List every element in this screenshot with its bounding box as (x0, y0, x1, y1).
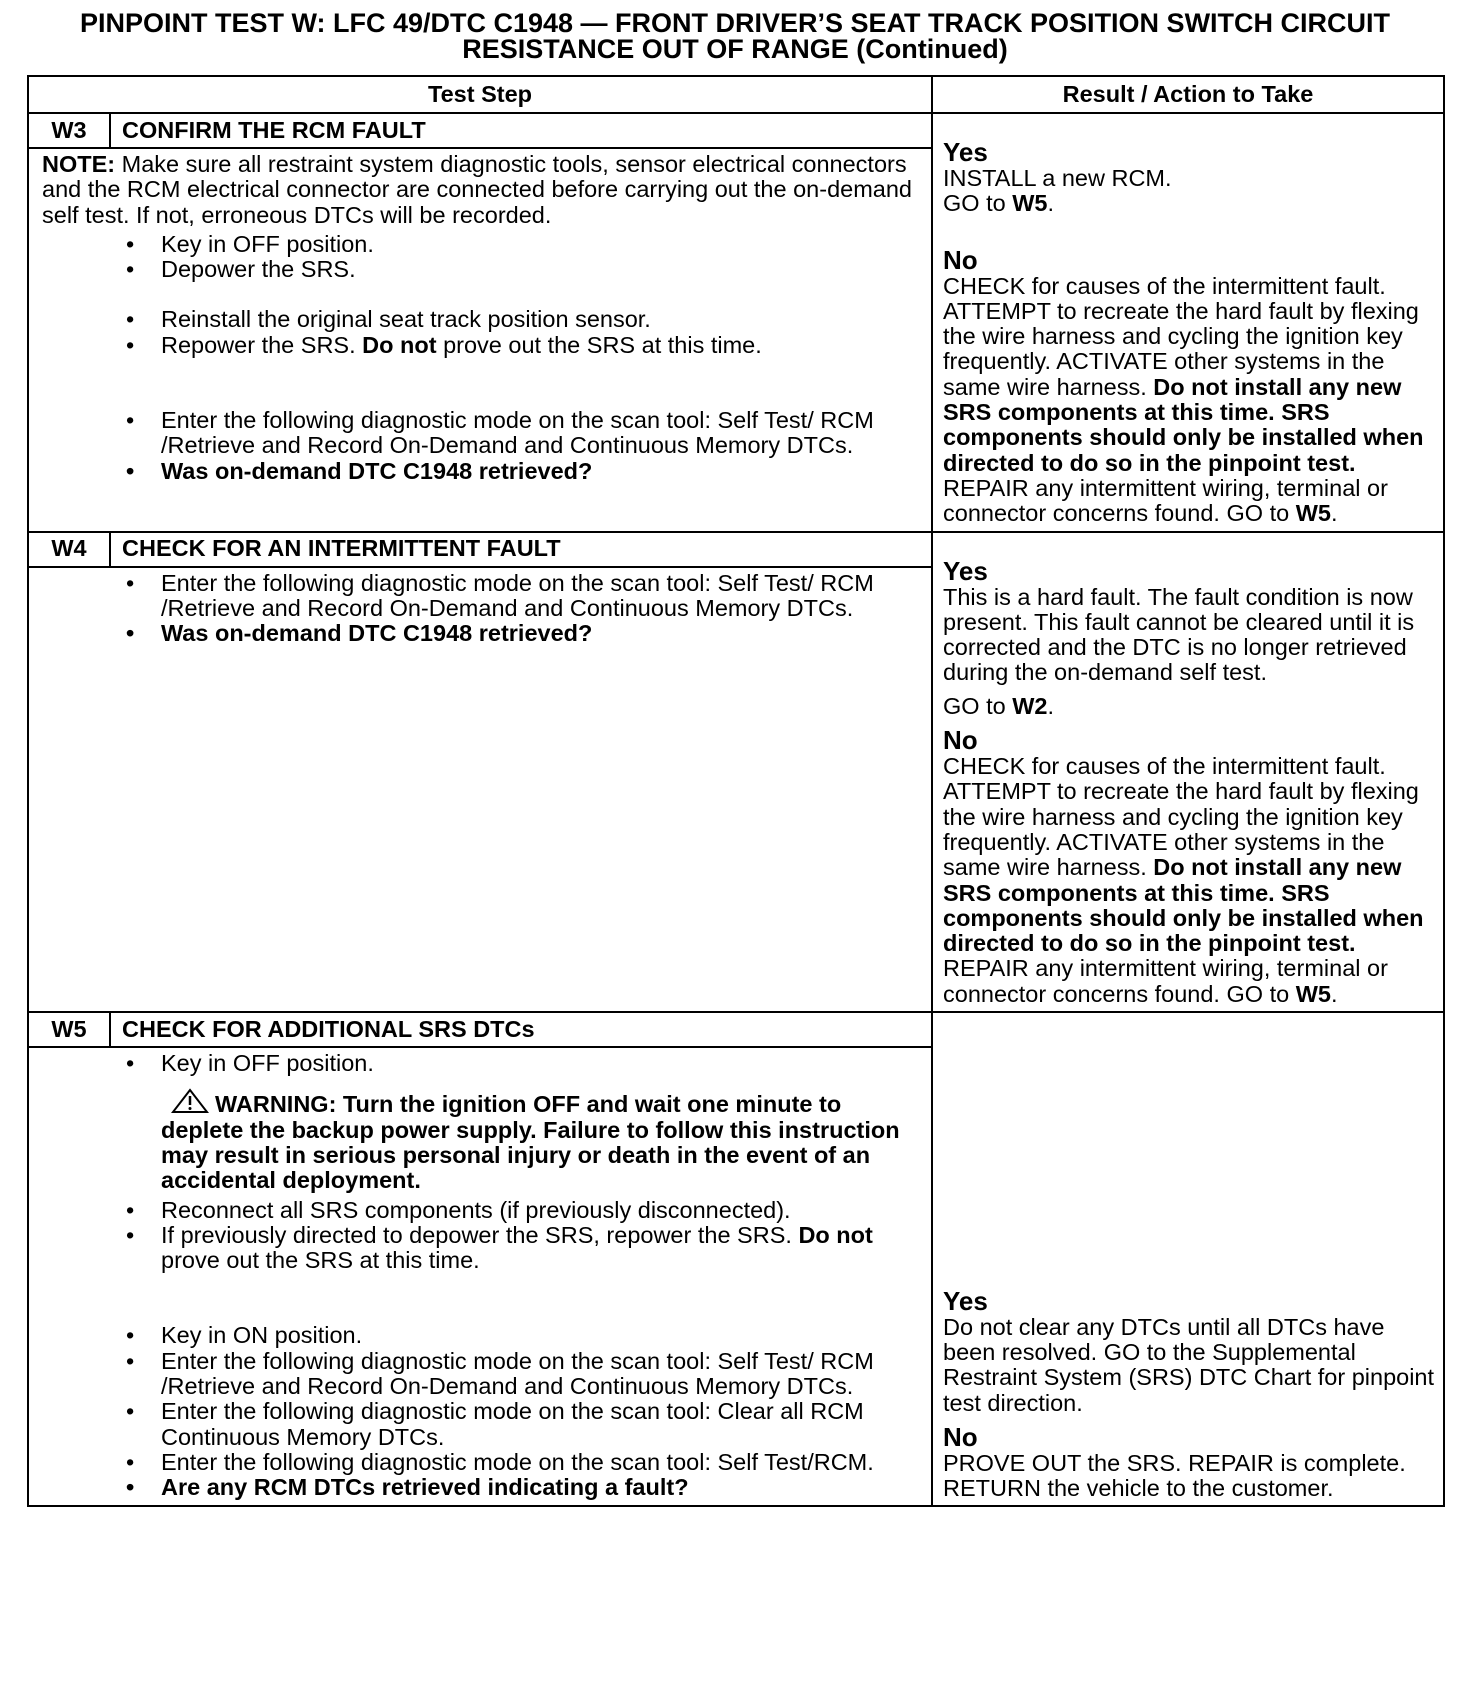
list-item: • Was on-demand DTC C1948 retrieved? (124, 459, 925, 484)
step-w4-title-row (28, 532, 1444, 567)
w4-yes-go: GO to W2. (943, 692, 1054, 719)
list-item: • Enter the following diagnostic mode on the scan tool: Clear all RCM Continuous Memory DTCs. (124, 1399, 925, 1450)
step-w5-title-row (28, 1012, 1444, 1047)
w5-warning: WARNING: Turn the ignition OFF and wait one minute to deplete the backup power supply. Failure to follow this instruction may result in serious personal injury or death in the event of an accidental deployment. (124, 1088, 925, 1193)
w3-note: NOTE: Make sure all restraint system diagnostic tools, sensor electrical connectors and the RCM electrical connector are connected before carrying out the on-demand self test. If not, erroneous DTCs will be recorded. (42, 151, 912, 228)
list-item: • Are any RCM DTCs retrieved indicating a fault? (124, 1475, 925, 1500)
w4-yes-label: Yes (943, 555, 988, 586)
step-w4-id: W4 (28, 532, 110, 567)
step-w3-result (932, 113, 1444, 532)
step-w4-result (932, 532, 1444, 1012)
w4-no-label: No (943, 725, 978, 756)
step-w5-result (932, 1012, 1444, 1506)
step-w5-id: W5 (28, 1012, 110, 1047)
step-w5-title: CHECK FOR ADDITIONAL SRS DTCs (110, 1012, 932, 1047)
warning-triangle-icon (171, 1088, 209, 1114)
w3-no-label: No (943, 244, 978, 275)
w3-yes-label: Yes (943, 137, 988, 167)
step-w3-title: CONFIRM THE RCM FAULT (110, 113, 932, 148)
w5-yes-text: Do not clear any DTCs until all DTCs have been resolved. GO to the Supplemental Restraint System (SRS) DTC Chart for pinpoint test direction. (943, 1313, 1435, 1416)
list-item: • Key in OFF position. (124, 232, 925, 257)
page-title (20, 10, 1450, 62)
pinpoint-test-table (27, 75, 1445, 1507)
w4-yes-text: This is a hard fault. The fault condition is now present. This fault cannot be cleared until it is corrected and the DTC is no longer retrieved during the on-demand self test. (943, 583, 1415, 686)
step-w4-title: CHECK FOR AN INTERMITTENT FAULT (110, 532, 932, 567)
list-item: • Enter the following diagnostic mode on the scan tool: Self Test/ RCM /Retrieve and Record On-Demand and Continuous Memory DTCs. (124, 571, 925, 622)
w5-no-label: No (943, 1421, 978, 1452)
step-w4-body (28, 567, 932, 1012)
list-item: • Key in OFF position. (124, 1051, 925, 1076)
header-test-step: Test Step (28, 76, 932, 113)
table-header-row (28, 76, 1444, 113)
step-w3-id: W3 (28, 113, 110, 148)
title-line-1: PINPOINT TEST W: LFC 49/DTC C1948 — FRONT DRIVER’S SEAT TRACK POSITION SWITCH CIRCUIT (79, 8, 1391, 38)
w3-no-text: CHECK for causes of the intermittent fault. ATTEMPT to recreate the hard fault by flexing the wire harness and cycling the ignition key frequently. ACTIVATE other systems in the same wire harness. Do not install any new SRS components at this time. SRS components should only be installed when directed to do so in the pinpoint test. REPAIR any intermittent wiring, terminal or connector concerns found. GO to W5. (943, 272, 1424, 527)
list-item: • If previously directed to depower the SRS, repower the SRS. Do not prove out the SRS at this time. (124, 1223, 925, 1274)
list-item: • Reinstall the original seat track position sensor. (124, 307, 925, 332)
step-w3-body (28, 148, 932, 532)
list-item: • Was on-demand DTC C1948 retrieved? (124, 621, 925, 646)
w5-yes-label: Yes (943, 1285, 988, 1316)
list-item: • Reconnect all SRS components (if previously disconnected). (124, 1198, 925, 1223)
list-item: • Enter the following diagnostic mode on the scan tool: Self Test/RCM. (124, 1450, 925, 1475)
w5-no-text: PROVE OUT the SRS. REPAIR is complete. RETURN the vehicle to the customer. (943, 1449, 1406, 1502)
title-line-2: RESISTANCE OUT OF RANGE (Continued) (462, 34, 1008, 64)
step-w3-title-row (28, 113, 1444, 148)
list-item: • Key in ON position. (124, 1323, 925, 1348)
header-result: Result / Action to Take (932, 76, 1444, 113)
w3-yes-go: GO to W5. (943, 190, 1054, 217)
step-w5-body (28, 1047, 932, 1506)
list-item: • Repower the SRS. Do not prove out the SRS at this time. (124, 333, 925, 358)
list-item: • Depower the SRS. (124, 257, 925, 282)
list-item: • Enter the following diagnostic mode on the scan tool: Self Test/ RCM /Retrieve and Record On-Demand and Continuous Memory DTCs. (124, 408, 925, 459)
list-item: • Enter the following diagnostic mode on the scan tool: Self Test/ RCM /Retrieve and Record On-Demand and Continuous Memory DTCs. (124, 1349, 925, 1400)
w3-yes-line1: INSTALL a new RCM. (943, 165, 1172, 191)
w4-no-text: CHECK for causes of the intermittent fault. ATTEMPT to recreate the hard fault by flexing the wire harness and cycling the ignition key frequently. ACTIVATE other systems in the same wire harness. Do not install any new SRS components at this time. SRS components should only be installed when directed to do so in the pinpoint test. REPAIR any intermittent wiring, terminal or connector concerns found. GO to W5. (943, 753, 1424, 1007)
